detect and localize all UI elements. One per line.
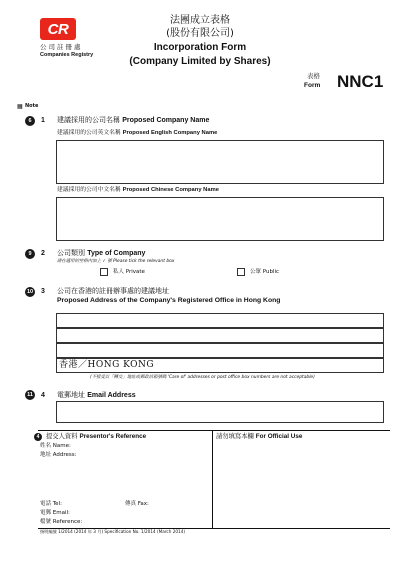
companies-registry-logo: CR [40,18,76,40]
form-code: NNC1 [337,72,384,91]
form-label-cn: 表格 [307,72,320,80]
address-line-3-field[interactable] [56,343,384,358]
section-4-title [57,392,136,399]
registry-name-en: Companies Registry [40,52,94,58]
section-1-title-en: Proposed Company Name [122,117,210,124]
chinese-name-label-en: Proposed Chinese Company Name [122,187,219,193]
chinese-name-label [57,188,219,194]
note-badge-11: 11 [25,390,35,400]
presentor-title-en: Presentor's Reference [79,433,147,440]
presentor-fax-label: 傳真 Fax: [125,501,149,507]
section-4-title-en: Email Address [87,392,136,399]
note-badge-10: 10 [26,289,34,295]
type-instruction: 請在適用的空格內加上 ✓ 號 Please tick the relevant box [57,259,175,264]
section-1-title-cn: 建議採用的公司名稱 [57,116,120,124]
private-option-label: 私人 Private [113,269,145,275]
presentor-address-label: 地址 Address: [40,452,77,458]
section-1-number: 1 [41,117,45,124]
address-line-1-field[interactable] [56,313,384,328]
note-badge-4: 4 [34,433,42,441]
presentor-divider [212,430,213,528]
note-badge-6: 6 [25,116,35,126]
note-badge-9: 9 [25,249,35,259]
form-title-en: Incorporation Form [153,42,247,53]
section-2-title [57,250,145,257]
presentor-tel-label: 電話 Tel: [40,501,62,507]
form-subtitle-en: (Company Limited by Shares) [129,56,271,67]
section-3-number: 3 [41,288,45,295]
section-1-title [57,117,209,124]
english-name-label-en: Proposed English Company Name [122,130,218,136]
registry-name-cn: 公司註冊處 [40,43,83,51]
form-subtitle-cn: (股份有限公司) [166,28,234,39]
public-option-label: 公眾 Public [250,269,280,275]
address-note: (不接受以「轉交」地址或郵政信箱號碼 'Care of' addresses or post office box numbers are not acceptable) [90,375,315,380]
presentor-name-label: 姓名 Name: [40,443,71,449]
note-icon: ▦ [17,103,23,110]
section-2-title-en: Type of Company [87,250,146,257]
chinese-name-label-cn: 建議採用的公司中文名稱 [57,187,121,193]
presentor-top-rule [38,430,390,431]
section-3-title-en: Proposed Address of the Company's Registered Office in Hong Kong [57,297,281,304]
official-use-title-en: For Official Use [255,433,303,440]
official-use-title-cn: 請勿填寫本欄 [216,433,254,440]
section-4-number: 4 [41,392,45,399]
note-label: Note [25,103,39,109]
presentor-email-label: 電郵 Email: [40,510,70,516]
specification-footer: 指明編號 1/2014 (2014 年 3 月) Specification No. 1/2014 (March 2014) [40,529,186,534]
section-3-title-cn: 公司在香港的註冊辦事處的建議地址 [57,287,169,295]
english-name-label [57,131,217,137]
form-label-en: Form [304,82,321,89]
chinese-company-name-field[interactable] [56,197,384,241]
section-2-title-cn: 公司類別 [57,249,85,257]
english-company-name-field[interactable] [56,140,384,184]
email-address-field[interactable] [56,401,384,423]
section-4-title-cn: 電郵地址 [57,391,85,399]
form-title-cn: 法團成立表格 [170,15,230,26]
address-line-2-field[interactable] [56,328,384,343]
section-2-number: 2 [41,250,45,257]
presentor-title-cn: 提交人資料 [46,433,78,440]
presentor-title [46,434,146,440]
hong-kong-label: 香港／HONG KONG [59,360,155,370]
private-checkbox[interactable] [100,268,108,276]
presentor-reference-label: 檔號 Reference: [40,519,83,525]
public-checkbox[interactable] [237,268,245,276]
official-use-title [216,434,302,440]
english-name-label-cn: 建議採用的公司英文名稱 [57,130,121,136]
